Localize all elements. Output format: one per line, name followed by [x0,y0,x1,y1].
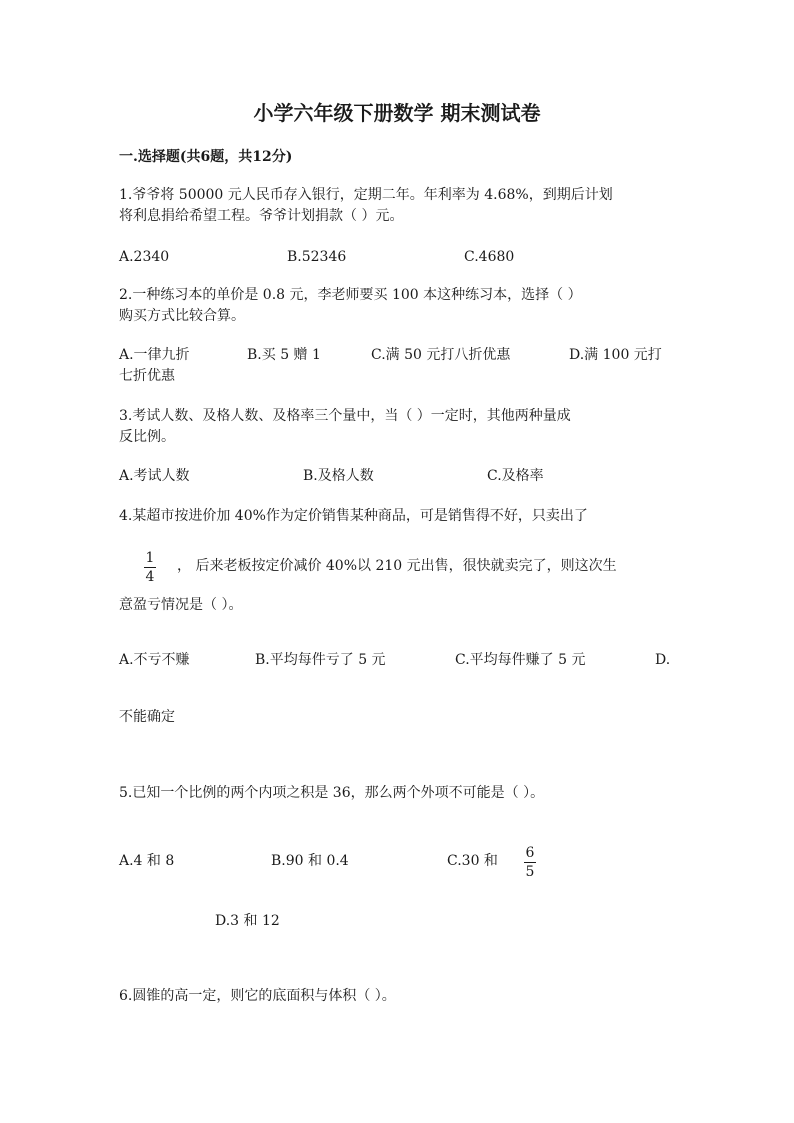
question-1-line-2: 将利息捐给希望工程。爷爷计划捐款（ ）元。 [119,208,404,224]
question-5-option-a: A.4 和 8 [119,853,175,869]
question-3-line-2: 反比例。 [119,429,175,445]
question-4-option-a: A.不亏不赚 [119,652,190,668]
fraction-numerator: 1 [145,550,155,566]
question-4-option-d-label: D. [655,652,671,668]
fraction-one-quarter [144,550,156,585]
question-6-line-1: 6.圆锥的高一定，则它的底面积与体积（ ）。 [119,988,396,1004]
fraction-bar [524,862,536,863]
question-4-line-2: ， 后来老板按定价减价 40%以 210 元出售，很快就卖完了，则这次生 [177,558,617,574]
question-2-option-d-continued: 七折优惠 [119,368,175,384]
question-3-option-a: A.考试人数 [119,468,190,484]
fraction-denominator: 5 [525,864,535,880]
fraction-bar [144,567,156,568]
section-heading: 一.选择题(共6题，共12分) [119,149,293,165]
question-4-option-b: B.平均每件亏了 5 元 [255,652,386,668]
question-2-option-d: D.满 100 元打 [569,347,662,363]
question-2-line-1: 2.一种练习本的单价是 0.8 元，李老师要买 100 本这种练习本，选择（ ） [119,287,582,303]
question-5-option-d: D.3 和 12 [215,913,280,929]
question-4-option-d-text: 不能确定 [119,709,175,725]
question-1-line-1: 1.爷爷将 50000 元人民币存入银行，定期二年。年利率为 4.68%，到期后计划 [119,187,613,203]
fraction-six-fifths [524,845,536,880]
question-1-option-c: C.4680 [464,249,515,265]
question-5-option-b: B.90 和 0.4 [271,853,349,869]
question-4-line-3: 意盈亏情况是（ ）。 [119,597,243,613]
question-2-line-2: 购买方式比较合算。 [119,308,245,324]
question-1-option-b: B.52346 [287,249,347,265]
question-4-line-1: 4.某超市按进价加 40%作为定价销售某种商品，可是销售得不好，只卖出了 [119,508,588,524]
question-3-line-1: 3.考试人数、及格人数、及格率三个量中，当（ ）一定时，其他两种量成 [119,408,571,424]
question-3-option-b: B.及格人数 [303,468,374,484]
question-4-option-c: C.平均每件赚了 5 元 [455,652,586,668]
question-5-line-1: 5.已知一个比例的两个内项之积是 36，那么两个外项不可能是（ ）。 [119,785,545,801]
question-3-option-c: C.及格率 [487,468,544,484]
fraction-denominator: 4 [145,569,155,585]
question-2-option-c: C.满 50 元打八折优惠 [371,347,511,363]
question-1-option-a: A.2340 [119,249,170,265]
question-5-option-c: C.30 和 [447,853,498,869]
question-2-option-a: A.一律九折 [119,347,190,363]
page-title: 小学六年级下册数学 期末测试卷 [253,101,541,125]
question-2-option-b: B.买 5 赠 1 [247,347,321,363]
fraction-numerator: 6 [525,845,535,861]
